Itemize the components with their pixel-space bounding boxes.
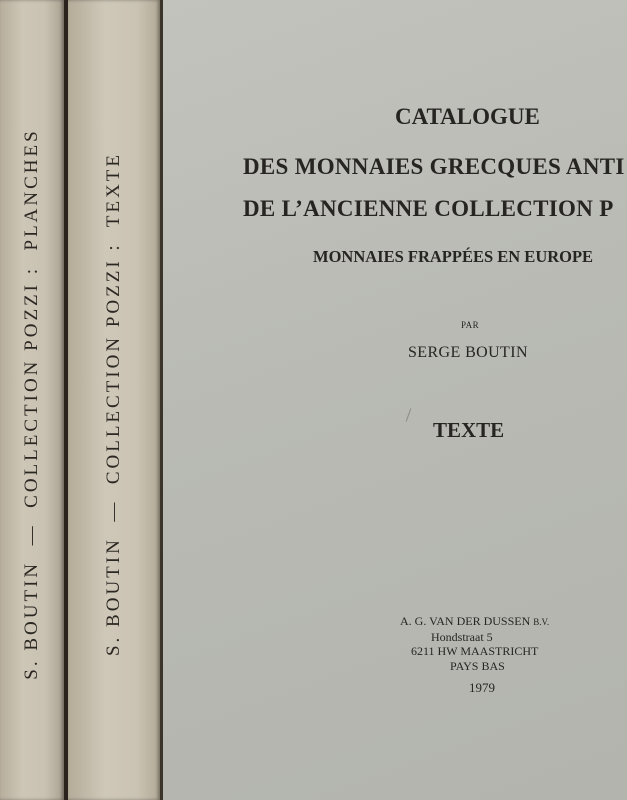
spine-texte bbox=[68, 0, 160, 800]
publisher-name: A. G. VAN DER DUSSEN bbox=[400, 614, 531, 628]
address-city: 6211 HW MAASTRICHT bbox=[411, 644, 539, 658]
front-cover bbox=[163, 0, 627, 800]
title-line-3: DE L’ANCIENNE COLLECTION P bbox=[243, 196, 614, 221]
address-street: Hondstraat 5 bbox=[431, 630, 493, 644]
spine-planches bbox=[0, 0, 64, 800]
author-name: SERGE BOUTIN bbox=[408, 344, 528, 361]
address-country: PAYS BAS bbox=[450, 659, 505, 673]
publisher-suffix: B.V. bbox=[533, 617, 550, 627]
scratch-mark bbox=[406, 408, 412, 421]
title-line-2: DES MONNAIES GRECQUES ANTI bbox=[243, 154, 625, 179]
publisher bbox=[400, 614, 549, 629]
volume-label: TEXTE bbox=[433, 418, 505, 442]
title-line-1: CATALOGUE bbox=[395, 104, 540, 129]
publication-year: 1979 bbox=[469, 680, 495, 695]
par-label: PAR bbox=[461, 320, 480, 330]
subtitle: MONNAIES FRAPPÉES EN EUROPE bbox=[313, 247, 594, 266]
spine-title-planches: S. BOUTIN — COLLECTION POZZI : PLANCHES bbox=[21, 128, 42, 680]
spine-title-texte: S. BOUTIN — COLLECTION POZZI : TEXTE bbox=[103, 151, 124, 657]
